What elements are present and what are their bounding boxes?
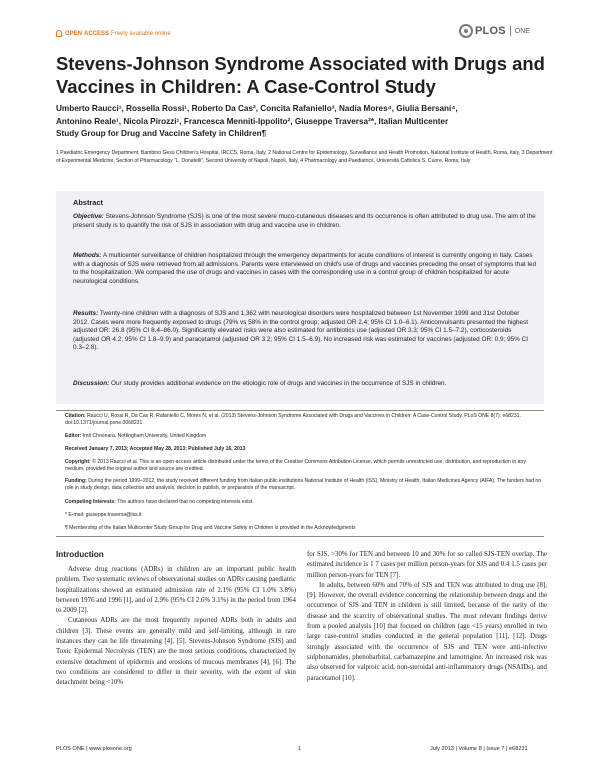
plos-one-logo bbox=[459, 24, 530, 38]
competing-text: The authors have declared that no competing interests exist. bbox=[115, 499, 254, 505]
editor-label: Editor: bbox=[65, 433, 82, 439]
editor-text: Imti Choonara, Nottingham University, United Kingdom bbox=[81, 433, 207, 439]
methods-label: Methods: bbox=[73, 252, 102, 259]
funding-label: Funding: bbox=[65, 478, 87, 484]
article-title: Stevens-Johnson Syndrome Associated with Drugs and Vaccines in Children: A Case-Control Study bbox=[56, 53, 545, 97]
right-column bbox=[307, 550, 547, 684]
access-label: ACCESS bbox=[84, 30, 110, 37]
objective-text: Stevens-Johnson Syndrome (SJS) is one of the most severe muco-cutaneous diseases and its occurrence is often attributed to drug use. The aim of the present study is to quantify the risk of SJS in association with drug and vaccine use in children. bbox=[73, 213, 536, 229]
authors-line-3: Study Group for Drug and Vaccine Safety in Children¶ bbox=[56, 129, 267, 139]
abstract-results bbox=[73, 310, 537, 353]
citation bbox=[65, 413, 545, 427]
citation-label: Citation: bbox=[65, 413, 86, 419]
membership-note: ¶ Membership of the Italian Multicenter Study Group for Drug and Vaccine Safety in Children is provided in the Acknowledgments bbox=[65, 525, 356, 531]
footer-page-number: 1 bbox=[298, 746, 302, 752]
introduction-heading: Introduction bbox=[56, 550, 104, 559]
funding-text: During the period 1999–2012, the study received different funding from Italian public institutions National Institute of Health (ISS), Ministry of Health, Italian Medicines Agency (AIFA). The funders had no role in study design, data collection and analysis, decision to publish, or preparation of the manuscript. bbox=[65, 478, 542, 491]
editor bbox=[65, 433, 545, 440]
meta-divider-bottom bbox=[56, 536, 544, 537]
footer-journal: PLOS ONE | www.plosone.org bbox=[56, 746, 132, 752]
abstract-methods bbox=[73, 252, 537, 286]
corresponding-email: * E-mail: giuseppe.traversa@iss.it bbox=[65, 512, 142, 518]
freely-available-label: Freely available online bbox=[111, 30, 171, 37]
intro-paragraph-4: In adults, between 60% and 70% of SJS and TEN was attributed to drug use [8], [9]. However, the overall evidence concerning the relationship between drugs and the occurrence of SJS and TEN in children is still limited, because of the rarity of the disease and the scarcity of observational studies. The most relevant findings derive from a pooled analysis [10] that focused on children (age <15 years) enrolled in two large case-control studies conducted in the general population [11], [12]. Drugs strongly associated with the occurrence of SJS and TEN were anti-infective sulphonamides, phenobarbital, carbamazepine and lamotrigine. An increased risk was also observed for valproic acid, non-steroidal anti-inflammatory drugs (NSAIDs), and paracetamol [10]. bbox=[307, 581, 547, 682]
copyright-label: Copyright: bbox=[65, 459, 91, 465]
abstract-discussion bbox=[73, 380, 537, 389]
logo-divider bbox=[510, 26, 511, 36]
funding bbox=[65, 478, 545, 492]
footer-issue: July 2013 | Volume 8 | Issue 7 | e68231 bbox=[430, 746, 528, 752]
plos-brand: PLOS bbox=[475, 25, 506, 37]
affiliations: 1 Paediatric Emergency Department, Bambino Gesù Children's Hospital, IRCCS, Roma, Italy, 2 National Centre for Epidemiology, Surveillance and Health Promotion, National Institute of Health, Roma, Italy, 3 Department of Experimental Medicine, Section of Pharmacology “L. Donatelli”, Second University of Napoli, Napoli, Italy, 4 Pharmacology and Paediatrics, Università Cattolica S. Cuore, Roma, Italy bbox=[56, 150, 553, 164]
copyright-text: © 2013 Raucci et al. This is an open-access article distributed under the terms of the Creative Commons Attribution License, which permits unrestricted use, distribution, and reproduction in any medium, provided the original author and source are credited. bbox=[65, 459, 526, 472]
results-label: Results: bbox=[73, 310, 99, 317]
meta-divider-top bbox=[56, 410, 544, 411]
objective-label: Objective: bbox=[73, 213, 104, 220]
authors-line-2: Antonino Reale¹, Nicola Pirozzi¹, Francesca Menniti-Ippolito², Giuseppe Traversa²*, Italian Multicenter bbox=[56, 116, 449, 126]
results-text: Twenty-nine children with a diagnosis of SJS and 1,362 with neurological disorders were hospitalized between 1st November 1999 and 31st October 2012. Cases were more frequently exposed to drugs (79% vs 58% in the control group; adjusted OR 2.4; 95% CI 1.0–6.1). Anticonvulsants presented the highest adjusted OR: 26.8 (95% CI 8.4–86.0). Significantly elevated risks were also estimated for antibiotics use (adjusted OR 3.3; 95% CI 1.5–7.2), corticosteroids (adjusted OR 4.2; 95% CI 1.8–9.9) and paracetamol (adjusted OR 3.2; 95% CI 1.5–6.9). No increased risk was estimated for vaccines (adjusted OR: 0.9; 95% CI 0.3–2.8). bbox=[73, 310, 529, 351]
competing-label: Competing Interests: bbox=[65, 499, 116, 505]
open-lock-icon bbox=[56, 30, 62, 37]
abstract-objective bbox=[73, 213, 537, 230]
copyright bbox=[65, 459, 545, 473]
discussion-text: Our study provides additional evidence on the etiologic role of drugs and vaccines in the occurrence of SJS in children. bbox=[109, 380, 447, 387]
plos-logo-icon bbox=[459, 24, 473, 38]
competing-interests bbox=[65, 499, 545, 506]
plos-brand-suffix: ONE bbox=[514, 27, 530, 35]
publication-dates: Received January 7, 2013; Accepted May 28, 2013; Published July 16, 2013 bbox=[65, 446, 246, 452]
open-access-label: OPEN bbox=[65, 30, 83, 37]
discussion-label: Discussion: bbox=[73, 380, 110, 387]
abstract-heading: Abstract bbox=[73, 198, 103, 207]
left-column bbox=[56, 565, 296, 689]
open-access-banner bbox=[56, 30, 171, 37]
intro-paragraph-2: Cutaneous ADRs are the most frequently reported ADRs both in adults and children [3]. These events are generally mild and self-limiting, although in rare instances they can be life threatening [4], [5]. Stevens-Johnson Syndrome (SJS) and Toxic Epidermal Necrolysis (TEN) are the most serious conditions, characterized by extensive detachment of epidermis and erosions of mucous membranes [4], [6]. The two conditions are considered to differ in their severity, with the extent of skin detachment being <10% bbox=[56, 617, 296, 687]
citation-text: Raucci U, Rossi R, Da Cas R, Rafaniello C, Mores N, et al. (2013) Stevens-Johnson Syndrome Associated with Drugs and Vaccines in Children: A Case-Control Study. PLoS ONE 8(7): e68231. doi:10.1371/journal.pone.0068231 bbox=[65, 413, 521, 426]
methods-text: A multicenter surveillance of children hospitalized through the emergency departments for acute conditions of interest is currently ongoing in Italy. Cases with a diagnosis of SJS were retrieved from all admissions. Parents were interviewed on child's use of drugs and vaccines preceding the onset of symptoms that led to the hospitalization. We compared the use of drugs and vaccines in cases with the corresponding use in a control group of children hospitalized for acute neurological conditions. bbox=[73, 252, 536, 285]
author-list bbox=[56, 103, 556, 141]
intro-paragraph-1: Adverse drug reactions (ADRs) in children are an important public health problem. Two systematic reviews of observational studies on ADRs causing paediatric hospitalizations showed an estimated admission rate of 2.1% (95% CI 1.0% 3.8%) between 1976 and 1996 [1], and of 2.9% (95% CI 2.6% 3.1%) in the period from 1964 to 2009 [2]. bbox=[56, 566, 296, 615]
intro-paragraph-3: for SJS, >30% for TEN and between 10 and 30% for so called SJS-TEN overlap. The estimated incidence is 1 7 cases per million person-years for SJS and 0.4 1.5 cases per million person-years for TEN [7]. bbox=[307, 551, 547, 579]
authors-line-1: Umberto Raucci¹, Rossella Rossi¹, Roberto Da Cas², Concita Rafaniello³, Nadia Mores⁴, Giulia Bersani⁴, bbox=[56, 104, 458, 113]
